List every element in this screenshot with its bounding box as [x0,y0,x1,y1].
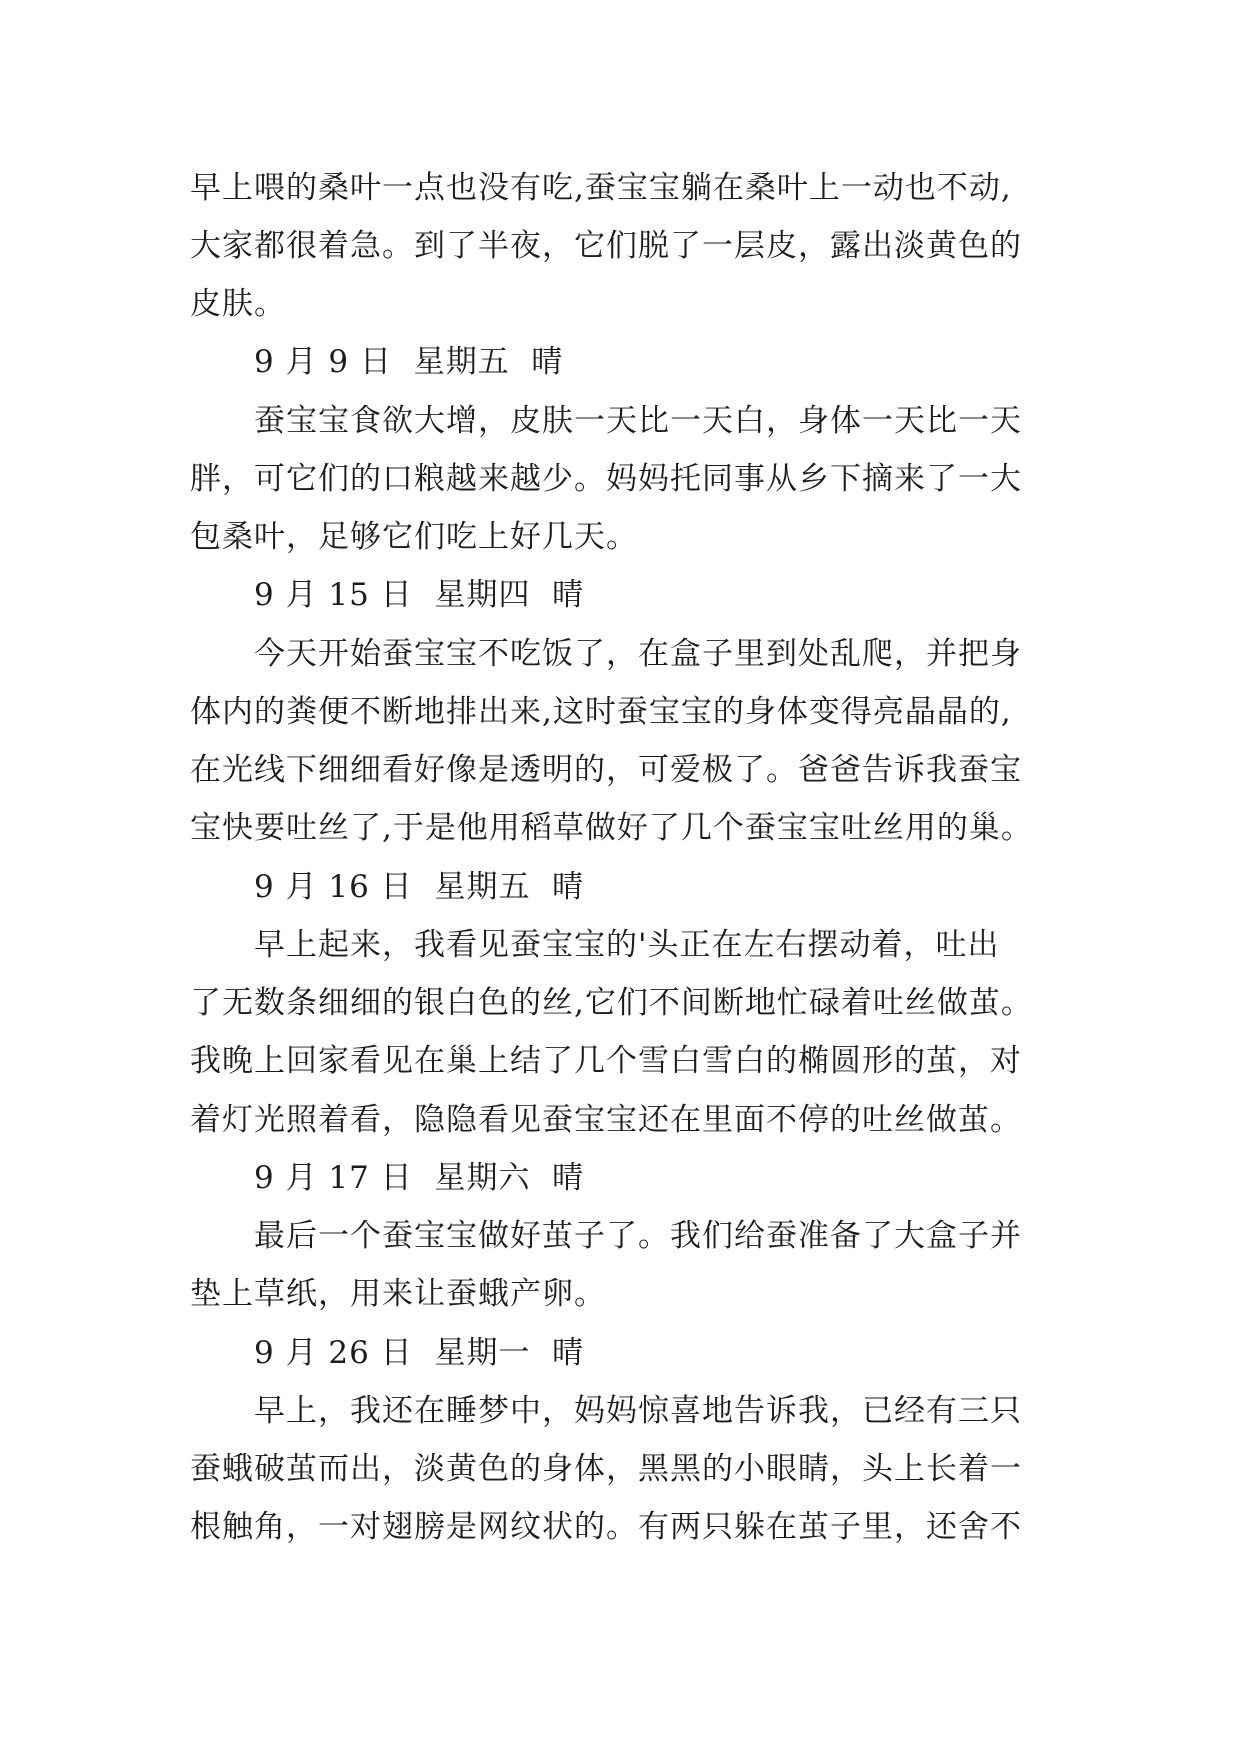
paragraph-line: 宝快要吐丝了,于是他用稻草做好了几个蚕宝宝吐丝用的巢。 [190,810,1033,846]
paragraph-line: 最后一个蚕宝宝做好茧子了。我们给蚕准备了大盒子并 [254,1218,1022,1254]
diary-date-heading: 9 月 26 日 星期一 晴 [254,1335,585,1371]
diary-date-heading: 9 月 9 日 星期五 晴 [254,344,564,380]
paragraph-line: 根触角，一对翅膀是网纹状的。有两只躲在茧子里，还舍不 [190,1509,1022,1545]
paragraph-line: 蚕宝宝食欲大增，皮肤一天比一天白，身体一天比一天 [254,403,1022,439]
paragraph-line: 早上喂的桑叶一点也没有吃,蚕宝宝躺在桑叶上一动也不动, [190,170,1012,206]
paragraph-line: 早上起来，我看见蚕宝宝的'头正在左右摆动着，吐出 [254,927,1000,963]
paragraph-line: 胖，可它们的口粮越来越少。妈妈托同事从乡下摘来了一大 [190,461,1022,497]
paragraph-line: 皮肤。 [190,286,286,322]
paragraph-line: 我晚上回家看见在巢上结了几个雪白雪白的椭圆形的茧，对 [190,1043,1022,1079]
paragraph-line: 蚕蛾破茧而出，淡黄色的身体，黑黑的小眼睛，头上长着一 [190,1451,1022,1487]
diary-date-heading: 9 月 16 日 星期五 晴 [254,869,585,905]
paragraph-line: 早上，我还在睡梦中，妈妈惊喜地告诉我，已经有三只 [254,1393,1022,1429]
diary-date-heading: 9 月 17 日 星期六 晴 [254,1160,585,1196]
diary-date-heading: 9 月 15 日 星期四 晴 [254,577,585,613]
paragraph-line: 在光线下细细看好像是透明的，可爱极了。爸爸告诉我蚕宝 [190,752,1022,788]
paragraph-line: 了无数条细细的银白色的丝,它们不间断地忙碌着吐丝做茧。 [190,985,1033,1021]
paragraph-line: 垫上草纸，用来让蚕蛾产卵。 [190,1276,606,1312]
paragraph-line: 今天开始蚕宝宝不吃饭了，在盒子里到处乱爬，并把身 [254,636,1022,672]
paragraph-line: 着灯光照着看，隐隐看见蚕宝宝还在里面不停的吐丝做茧。 [190,1102,1022,1138]
paragraph-line: 包桑叶，足够它们吃上好几天。 [190,519,638,555]
paragraph-line: 大家都很着急。到了半夜，它们脱了一层皮，露出淡黄色的 [190,228,1022,264]
paragraph-line: 体内的粪便不断地排出来,这时蚕宝宝的身体变得亮晶晶的, [190,694,1012,730]
